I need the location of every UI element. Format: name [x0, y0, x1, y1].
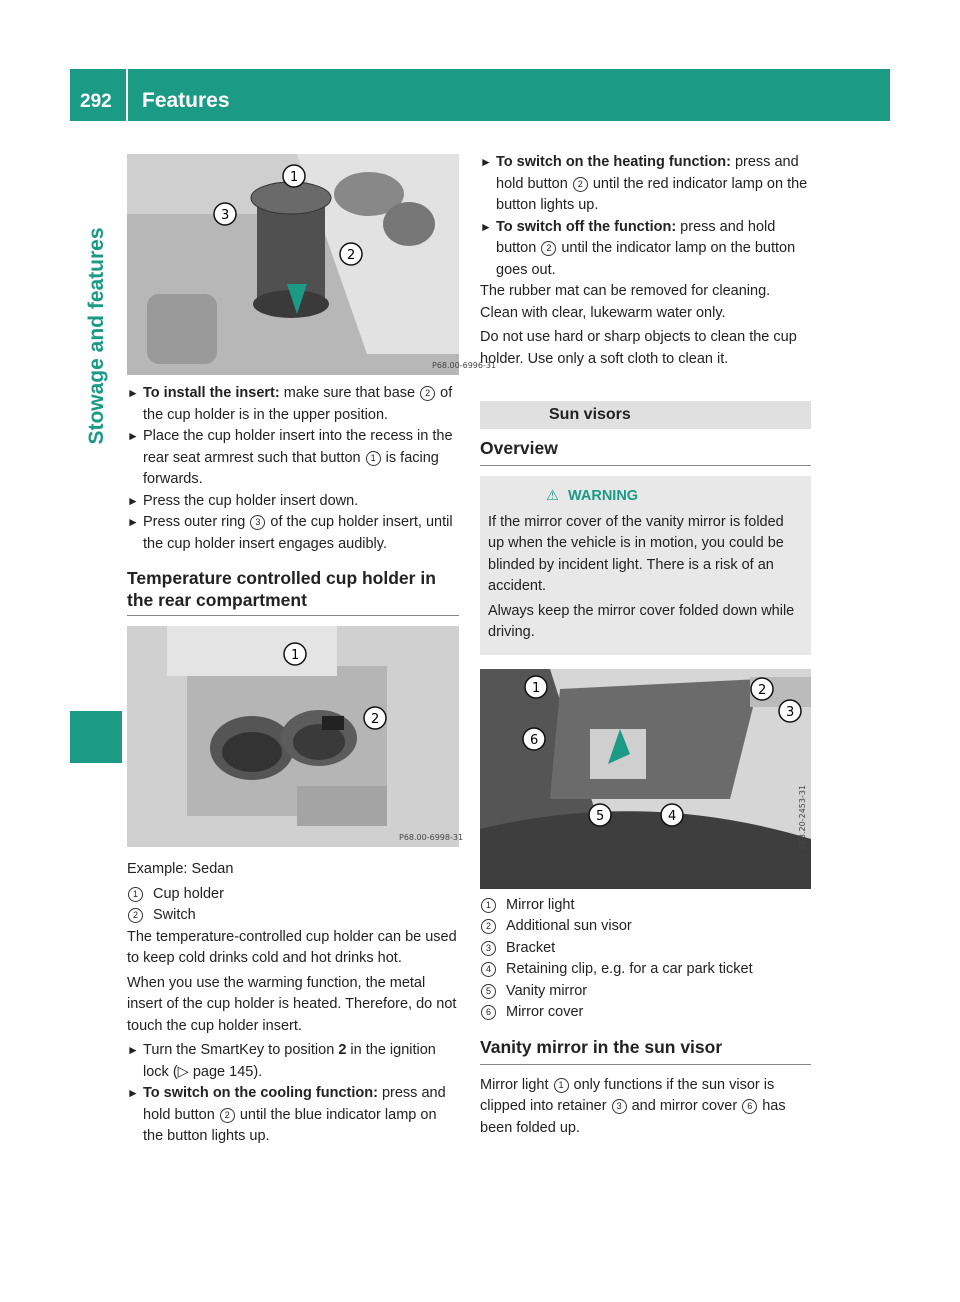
- side-tab: [70, 121, 122, 1271]
- paragraph: When you use the warming function, the metal insert of the cup holder is heated. Therefore, do not touch the cup holder insert.: [127, 974, 457, 1034]
- legend-item: 2 Additional sun visor: [480, 916, 811, 938]
- paragraph: Do not use hard or sharp objects to clean the cup holder. Use only a soft cloth to clean it.: [480, 329, 797, 367]
- figure-callout: 3: [221, 208, 230, 223]
- figure-callout: 1: [532, 680, 541, 696]
- section-heading: Temperature controlled cup holder in the rear compartment: [127, 567, 459, 616]
- legend-item: 1 Cup holder: [127, 884, 459, 906]
- figure-caption: Example: Sedan: [127, 861, 234, 877]
- instruction-step: ► Place the cup holder insert into the recess in the rear seat armrest such that button 1 is facing forwards.: [127, 428, 453, 487]
- arrow-icon: ►: [127, 386, 139, 400]
- page-header: [70, 69, 890, 121]
- legend-item: 1 Mirror light: [480, 895, 811, 917]
- arrow-icon: ►: [127, 429, 139, 443]
- warning-text: Always keep the mirror cover folded down while driving.: [488, 602, 795, 640]
- warning-triangle-icon: ⚠: [546, 488, 559, 504]
- paragraph: Mirror light 1 only functions if the sun visor is clipped into retainer 3 and mirror cover 6 has been folded up.: [480, 1076, 786, 1136]
- figure-callout: 2: [347, 248, 356, 263]
- figure-code: P68.20-2453-31: [798, 784, 807, 849]
- instruction-step: ► To switch on the cooling function: press and hold button 2 until the blue indicator lamp on the button lights up.: [127, 1085, 446, 1144]
- warning-title: WARNING: [568, 488, 639, 504]
- page-reference-link[interactable]: page 145: [192, 1063, 254, 1080]
- arrow-icon: ►: [127, 1086, 139, 1100]
- chapter-marker: [70, 711, 122, 763]
- figure-callout: 1: [291, 648, 300, 663]
- instruction-step: ► Press outer ring 3 of the cup holder insert, until the cup holder insert engages audibly.: [127, 514, 453, 552]
- temperature-cup-holder-figure: [127, 626, 464, 847]
- legend-item: 6 Mirror cover: [480, 1002, 811, 1024]
- right-column: [480, 152, 811, 1142]
- sun-visor-figure: [480, 669, 811, 889]
- figure-callout: 3: [786, 704, 795, 720]
- legend-item: 2 Switch: [127, 905, 459, 927]
- instruction-step: ► Turn the SmartKey to position 2 in the ignition lock (▷ page 145).: [127, 1042, 436, 1080]
- left-column: [127, 154, 497, 1148]
- warning-box: [480, 476, 811, 655]
- section-heading: Vanity mirror in the sun visor: [480, 1036, 811, 1065]
- warning-text: If the mirror cover of the vanity mirror is folded up when the vehicle is in motion, you could be blinded by incident light. There is a risk of an accident.: [488, 513, 784, 594]
- paragraph: The rubber mat can be removed for cleaning. Clean with clear, lukewarm water only.: [480, 283, 771, 321]
- instruction-step: ► To install the insert: make sure that base 2 of the cup holder is in the upper position.: [127, 385, 453, 423]
- page-ref-icon: ▷: [177, 1063, 193, 1080]
- arrow-icon: ►: [127, 493, 139, 508]
- arrow-icon: ►: [480, 155, 492, 169]
- cup-holder-insert-figure: [127, 154, 497, 375]
- figure-callout: 5: [596, 808, 605, 824]
- figure-callout: 2: [371, 712, 380, 727]
- arrow-icon: ►: [480, 219, 492, 234]
- figure-callout: 1: [290, 170, 299, 185]
- chapter-label: Stowage and features: [85, 227, 108, 445]
- header-divider: [126, 69, 128, 121]
- legend-item: 3 Bracket: [480, 938, 811, 960]
- legend-item: 4 Retaining clip, e.g. for a car park ticket: [480, 959, 811, 981]
- section-heading: Overview: [480, 437, 811, 466]
- page-number: 292: [80, 91, 112, 112]
- section-bar: Sun visors: [480, 401, 811, 429]
- instruction-step: ► To switch on the heating function: press and hold button 2 until the red indicator lamp on the button lights up.: [480, 154, 808, 213]
- figure-callout: 4: [668, 808, 677, 824]
- arrow-icon: ►: [127, 515, 139, 529]
- instruction-step: ► To switch off the function: press and hold button 2 until the indicator lamp on the button goes out.: [480, 218, 796, 278]
- instruction-step: ► Press the cup holder insert down.: [127, 491, 459, 513]
- paragraph: The temperature-controlled cup holder can be used to keep cold drinks cold and hot drinks hot.: [127, 928, 457, 966]
- figure-code: P68.00-6998-31: [399, 833, 464, 842]
- figure-callout: 6: [530, 732, 539, 748]
- page-title: Features: [142, 89, 230, 112]
- figure-callout: 2: [758, 682, 767, 698]
- figure-code: P68.00-6996-31: [432, 361, 497, 370]
- legend-item: 5 Vanity mirror: [480, 981, 811, 1003]
- arrow-icon: ►: [127, 1043, 139, 1057]
